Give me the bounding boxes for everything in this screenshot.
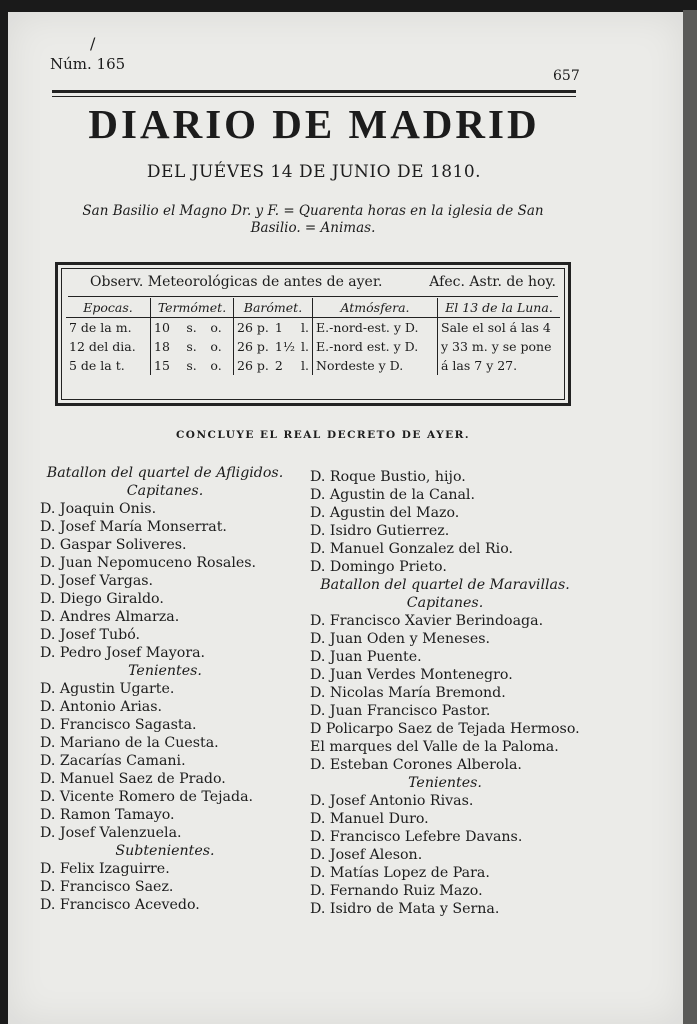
officer-name: D. Ramon Tamayo. — [40, 807, 175, 823]
issue-date: DEL JUÉVES 14 DE JUNIO DE 1810. — [146, 162, 482, 182]
officer-name: D. Manuel Saez de Prado. — [40, 771, 226, 787]
luna-cell: y 33 m. y se pone — [438, 337, 561, 356]
officer-name: D. Josef Vargas. — [40, 573, 154, 589]
luna-cell: Sale el sol á las 4 — [438, 318, 561, 338]
weather-heading: Observ. Meteorológicas de antes de ayer. — [90, 274, 383, 290]
rank-heading: Subtenientes. — [115, 843, 215, 859]
officer-name: D. Josef Aleson. — [310, 847, 423, 863]
newspaper-title: DIARIO DE MADRID — [88, 101, 540, 147]
officer-name: D. Esteban Corones Alberola. — [310, 757, 522, 773]
officer-name: D. Josef Antonio Rivas. — [310, 793, 474, 809]
officer-name: D. Agustin de la Canal. — [310, 487, 475, 503]
temp-unit-cell: s. — [186, 320, 197, 335]
temp-unit-cell: s. — [186, 339, 197, 354]
weather-row — [66, 318, 560, 338]
temp-cell: 18 — [151, 337, 184, 356]
weather-divider — [68, 296, 558, 297]
officer-name: D. Isidro de Mata y Serna. — [310, 901, 500, 917]
officer-name: D. Manuel Duro. — [310, 811, 429, 827]
officer-name: D. Isidro Gutierrez. — [310, 523, 450, 539]
officer-name: D. Vicente Romero de Tejada. — [40, 789, 254, 805]
officer-name: D. Joaquin Onis. — [40, 501, 157, 517]
left-column — [40, 464, 290, 914]
officer-name: D. Felix Izaguirre. — [40, 861, 170, 877]
right-column — [310, 468, 580, 918]
officer-name: D. Josef Tubó. — [40, 627, 141, 643]
officer-name: D. Gaspar Soliveres. — [40, 537, 187, 553]
officer-name: D. Francisco Lefebre Davans. — [310, 829, 523, 845]
epoca-cell: 7 de la m. — [69, 320, 132, 335]
officer-name: D. Josef María Monserrat. — [40, 519, 227, 535]
officer-name: D. Josef Valenzuela. — [40, 825, 182, 841]
baro-unit-cell: l. — [300, 320, 309, 335]
baro-cell: 26 p. — [234, 337, 272, 356]
title-rule-thin — [52, 96, 576, 97]
officer-name: D. Francisco Xavier Berindoaga. — [310, 613, 544, 629]
baro-lines-cell: 1½ — [274, 339, 295, 354]
officer-name: D. Roque Bustio, hijo. — [310, 469, 466, 485]
officer-name: D. Antonio Arias. — [40, 699, 163, 715]
astro-heading: Afec. Astr. de hoy. — [429, 274, 556, 290]
temp-o-cell: o. — [210, 339, 222, 354]
baro-cell: 26 p. — [234, 356, 272, 375]
luna-cell: á las 7 y 27. — [438, 356, 561, 375]
rank-heading: Capitanes. — [126, 483, 204, 499]
col-header-termometro: Termómet. — [151, 298, 234, 318]
col-header-epocas: Epocas. — [66, 298, 151, 318]
temp-unit-cell: s. — [186, 358, 197, 373]
newspaper-page — [8, 12, 684, 1024]
officer-name: D. Juan Puente. — [310, 649, 422, 665]
officer-name: D. Domingo Prieto. — [310, 559, 447, 575]
temp-cell: 15 — [151, 356, 184, 375]
temp-o-cell: o. — [210, 320, 222, 335]
officer-name: D. Agustin del Mazo. — [310, 505, 460, 521]
officer-name: D. Juan Verdes Montenegro. — [310, 667, 513, 683]
baro-unit-cell: l. — [300, 339, 309, 354]
officer-name: D. Pedro Josef Mayora. — [40, 645, 206, 661]
page-edge — [683, 10, 697, 1024]
atmos-cell: E.-nord est. y D. — [313, 337, 438, 356]
title-rule-thick — [52, 90, 576, 93]
col-header-barometro: Barómet. — [234, 298, 313, 318]
baro-lines-cell: 1 — [274, 320, 283, 335]
col-header-luna: El 13 de la Luna. — [438, 298, 561, 318]
issue-number: Núm. 165 — [50, 55, 126, 73]
baro-lines-cell: 2 — [274, 358, 283, 373]
officer-name: D. Juan Nepomuceno Rosales. — [40, 555, 257, 571]
officer-name: D Policarpo Saez de Tejada Hermoso. — [310, 721, 580, 737]
officer-name: D. Mariano de la Cuesta. — [40, 735, 219, 751]
epoca-cell: 5 de la t. — [69, 358, 125, 373]
officer-name: D. Fernando Ruiz Mazo. — [310, 883, 483, 899]
officer-name: D. Zacarías Camani. — [40, 753, 186, 769]
col-header-atmosfera: Atmósfera. — [313, 298, 438, 318]
officer-name: D. Manuel Gonzalez del Rio. — [310, 541, 514, 557]
officer-name: D. Matías Lopez de Para. — [310, 865, 490, 881]
temp-cell: 10 — [151, 318, 184, 338]
weather-table — [66, 298, 560, 375]
officer-name: D. Francisco Acevedo. — [40, 897, 200, 913]
atmos-cell: E.-nord-est. y D. — [313, 318, 438, 338]
atmos-cell: Nordeste y D. — [313, 356, 438, 375]
epoca-cell: 12 del dia. — [69, 339, 136, 354]
battalion-heading: Batallon del quartel de Maravillas. — [320, 577, 570, 593]
section-heading: CONCLUYE EL REAL DECRETO DE AYER. — [175, 429, 471, 441]
rank-heading: Tenientes. — [128, 663, 202, 679]
officer-name: D. Juan Oden y Meneses. — [310, 631, 491, 647]
officer-name: D. Juan Francisco Pastor. — [310, 703, 491, 719]
baro-unit-cell: l. — [300, 358, 309, 373]
officer-name: D. Francisco Saez. — [40, 879, 174, 895]
page-number: 657 — [553, 68, 580, 84]
temp-o-cell: o. — [210, 358, 222, 373]
officer-name: El marques del Valle de la Paloma. — [310, 739, 559, 755]
weather-row — [66, 337, 560, 356]
weather-box — [55, 262, 571, 406]
officer-name: D. Agustin Ugarte. — [40, 681, 175, 697]
rank-heading: Capitanes. — [406, 595, 484, 611]
battalion-heading: Batallon del quartel de Afligidos. — [46, 465, 284, 481]
rank-heading: Tenientes. — [408, 775, 482, 791]
baro-cell: 26 p. — [234, 318, 272, 338]
officer-name: D. Andres Almarza. — [40, 609, 180, 625]
officer-name: D. Diego Giraldo. — [40, 591, 164, 607]
officer-name: D. Nicolas María Bremond. — [310, 685, 506, 701]
weather-row — [66, 356, 560, 375]
saints-of-day: San Basilio el Magno Dr. y F. = Quarenta horas en la iglesia de San Basilio. = Animas. — [82, 203, 544, 236]
ink-mark: / — [90, 34, 96, 53]
officer-name: D. Francisco Sagasta. — [40, 717, 197, 733]
